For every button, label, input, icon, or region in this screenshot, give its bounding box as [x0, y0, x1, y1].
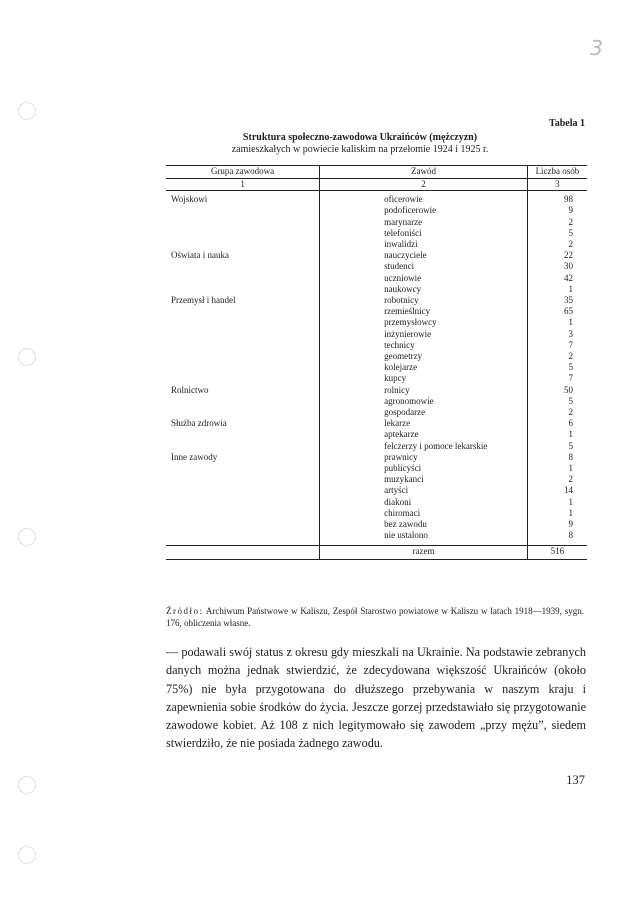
table-row: [166, 463, 587, 474]
profession-cell: naukowcy: [320, 284, 528, 295]
table-header-row: [166, 166, 587, 179]
profession-cell: agronomowie: [320, 396, 528, 407]
count-cell: 1: [568, 429, 573, 440]
count-cell: 2: [568, 239, 573, 250]
count-cell: 2: [568, 351, 573, 362]
table-row: [166, 508, 587, 519]
count-cell: 5: [568, 362, 573, 373]
profession-cell: prawnicy: [320, 452, 528, 463]
group-cell: Służba zdrowia: [166, 418, 320, 429]
table-caption: [190, 132, 530, 156]
count-cell: 30: [564, 261, 573, 272]
profession-cell: publicyści: [320, 463, 528, 474]
table-row: [166, 329, 587, 340]
count-cell: 5: [568, 440, 573, 451]
group-cell: [166, 261, 320, 272]
table-row: [166, 239, 587, 250]
profession-cell: diakoni: [320, 497, 528, 508]
group-cell: [166, 273, 320, 284]
group-cell: [166, 306, 320, 317]
group-cell: [166, 429, 320, 440]
group-cell: [166, 317, 320, 328]
table-label: Tabela 1: [548, 118, 585, 129]
profession-cell: inżynierowie: [320, 329, 528, 340]
source-lead: Źródło:: [166, 606, 204, 616]
group-cell: Rolnictwo: [166, 385, 320, 396]
table-row: [166, 317, 587, 328]
table-row: [166, 250, 587, 261]
header-profession: Zawód: [320, 166, 528, 179]
table-row: [166, 205, 587, 216]
group-cell: [166, 508, 320, 519]
table-row: [166, 485, 587, 496]
table-row: [166, 340, 587, 351]
profession-cell: robotnicy: [320, 295, 528, 306]
count-cell: 1: [568, 496, 573, 507]
profession-cell: podoficerowie: [320, 205, 528, 216]
table-row: [166, 441, 587, 452]
count-cell: 8: [568, 530, 573, 541]
table-row: [166, 351, 587, 362]
group-cell: [166, 217, 320, 228]
group-cell: Przemysł i handel: [166, 295, 320, 306]
profession-cell: nie ustalono: [320, 530, 528, 545]
caption-line-1: Struktura społeczno-zawodowa Ukraińców (mężczyzn): [242, 132, 478, 143]
column-number: 1: [166, 179, 320, 191]
total-empty-cell: [166, 545, 320, 559]
table-row: [166, 407, 587, 418]
handwritten-page-mark: 3: [590, 36, 603, 60]
count-cell: 22: [564, 250, 573, 261]
table-row: [166, 429, 587, 440]
table-row: [166, 396, 587, 407]
table-row: [166, 228, 587, 239]
group-cell: Wojskowi: [166, 191, 320, 206]
count-cell: 3: [568, 328, 573, 339]
table-row: [166, 284, 587, 295]
profession-cell: uczniowie: [320, 273, 528, 284]
count-cell: 8: [568, 451, 573, 462]
source-text: Archiwum Państwowe w Kaliszu, Zespół Starostwo powiatowe w Kaliszu w latach 1918—1939, sygn. 176, obliczenia własne.: [166, 606, 584, 628]
table-row: [166, 519, 587, 530]
total-row: [166, 545, 587, 559]
count-cell: 2: [568, 407, 573, 418]
table-row: [166, 385, 587, 396]
group-cell: [166, 239, 320, 250]
group-cell: [166, 396, 320, 407]
profession-cell: telefoniści: [320, 228, 528, 239]
group-cell: [166, 474, 320, 485]
table-row: [166, 261, 587, 272]
count-cell: 6: [568, 418, 573, 429]
column-number-row: [166, 179, 587, 191]
profession-cell: marynarze: [320, 217, 528, 228]
page-number: 137: [566, 773, 585, 787]
profession-cell: studenci: [320, 261, 528, 272]
group-cell: [166, 329, 320, 340]
profession-cell: nauczyciele: [320, 250, 528, 261]
count-cell: 1: [568, 283, 573, 294]
profession-cell: inwalidzi: [320, 239, 528, 250]
count-cell: 5: [568, 227, 573, 238]
table-row: [166, 497, 587, 508]
group-cell: [166, 441, 320, 452]
group-cell: [166, 407, 320, 418]
table-row: [166, 373, 587, 384]
header-group: Grupa zawodowa: [166, 166, 320, 179]
binding-hole: [18, 528, 36, 546]
count-cell: 2: [568, 474, 573, 485]
group-cell: [166, 205, 320, 216]
table-row: [166, 191, 587, 206]
profession-cell: kupcy: [320, 373, 528, 384]
count-cell: 98: [564, 194, 573, 205]
table-row: [166, 217, 587, 228]
table-row: [166, 295, 587, 306]
table-row: [166, 273, 587, 284]
column-number: 3: [527, 179, 587, 191]
count-cell: 1: [568, 507, 573, 518]
group-cell: Oświata i nauka: [166, 250, 320, 261]
binding-hole: [18, 776, 36, 794]
group-cell: [166, 228, 320, 239]
count-cell: 35: [564, 295, 573, 306]
group-cell: [166, 284, 320, 295]
profession-cell: lekarze: [320, 418, 528, 429]
table-row: [166, 474, 587, 485]
profession-cell: geometrzy: [320, 351, 528, 362]
count-cell: 42: [564, 272, 573, 283]
count-cell: 5: [568, 395, 573, 406]
profession-cell: chiromaci: [320, 508, 528, 519]
table-row: [166, 418, 587, 429]
count-cell: 65: [564, 306, 573, 317]
profession-cell: oficerowie: [320, 191, 528, 206]
profession-cell: rzemieślnicy: [320, 306, 528, 317]
profession-cell: felczerzy i pomoce lekarskie: [320, 441, 528, 452]
table-row: [166, 530, 587, 545]
table-row: [166, 306, 587, 317]
count-cell: 50: [564, 384, 573, 395]
profession-cell: przemysłowcy: [320, 317, 528, 328]
header-count: Liczba osób: [527, 166, 587, 179]
group-cell: [166, 497, 320, 508]
profession-cell: artyści: [320, 485, 528, 496]
count-cell: 7: [568, 339, 573, 350]
count-cell: 2: [568, 216, 573, 227]
count-cell: 1: [568, 317, 573, 328]
occupation-table: [166, 165, 587, 560]
binding-hole: [18, 102, 36, 120]
table-row: [166, 452, 587, 463]
profession-cell: technicy: [320, 340, 528, 351]
count-cell: 7: [568, 373, 573, 384]
profession-cell: gospodarze: [320, 407, 528, 418]
group-cell: [166, 485, 320, 496]
group-cell: [166, 362, 320, 373]
profession-cell: rolnicy: [320, 385, 528, 396]
body-paragraph: [166, 643, 586, 753]
profession-cell: kolejarze: [320, 362, 528, 373]
group-cell: [166, 340, 320, 351]
total-label: razem: [320, 545, 528, 559]
count-cell: 9: [568, 519, 573, 530]
group-cell: [166, 530, 320, 545]
group-cell: [166, 373, 320, 384]
group-cell: [166, 351, 320, 362]
binding-hole: [18, 846, 36, 864]
total-value: 516: [527, 545, 587, 559]
group-cell: [166, 463, 320, 474]
paragraph-text: — podawali swój status z okresu gdy mieszkali na Ukrainie. Na podstawie zebranych danych można jednak stwierdzić, że zdecydowana większość Ukraińców (około 75%) nie była przygotowana do dłuższego przebywania w naszym kraju i zapewnienia sobie środków do życia. Jeszcze gorzej przedstawiało się przygotowanie zawodowe kobiet. Aż 108 z nich legitymowało się zawodem „przy mężu”, siedem stwierdziło, że nie posiada żadnego zawodu.: [166, 645, 586, 751]
count-cell: 14: [564, 485, 573, 496]
profession-cell: bez zawodu: [320, 519, 528, 530]
count-cell: 9: [568, 205, 573, 216]
profession-cell: aptekarze: [320, 429, 528, 440]
column-number: 2: [320, 179, 528, 191]
binding-hole: [18, 348, 36, 366]
group-cell: Inne zawody: [166, 452, 320, 463]
source-note: [166, 605, 584, 629]
profession-cell: muzykanci: [320, 474, 528, 485]
table-row: [166, 362, 587, 373]
caption-line-2: zamieszkałych w powiecie kaliskim na przełomie 1924 i 1925 r.: [231, 144, 489, 155]
count-cell: 1: [568, 463, 573, 474]
group-cell: [166, 519, 320, 530]
